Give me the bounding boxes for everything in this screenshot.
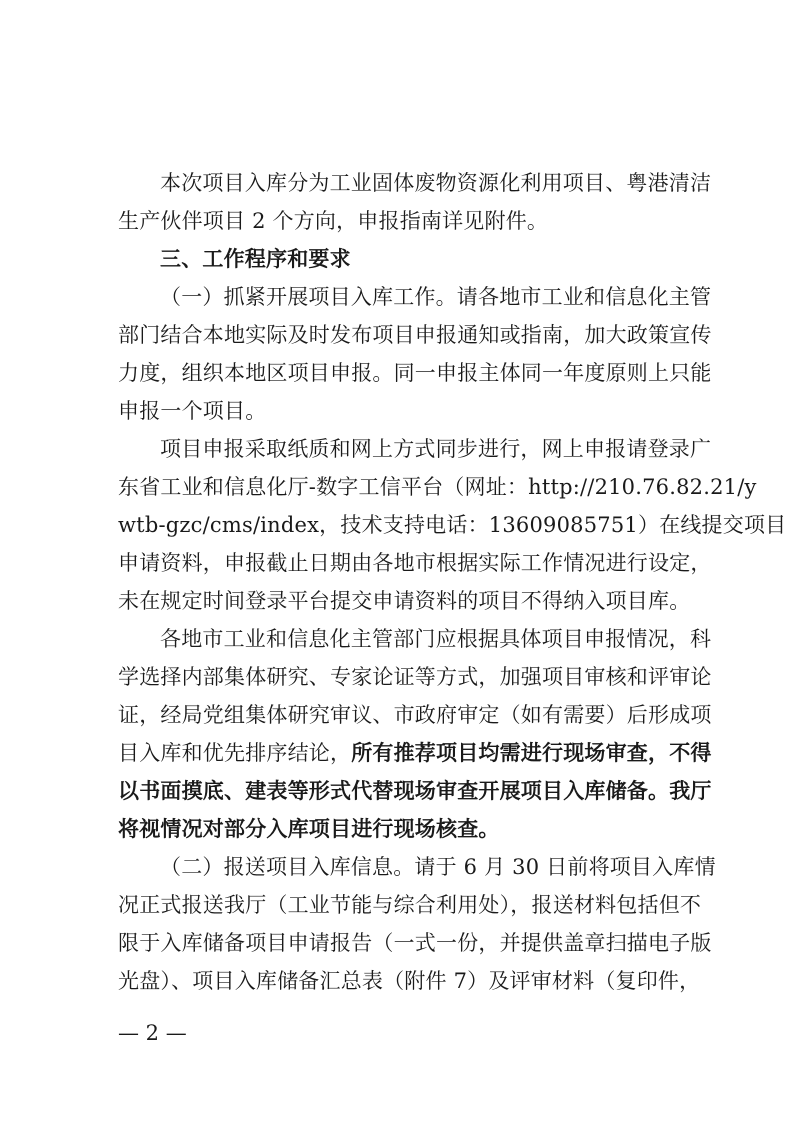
paragraph-4-line-5: 以书面摸底、建表等形式代替现场审查开展项目入库储备。我厅 [118, 779, 712, 803]
paragraph-3-line-3: wtb-gzc/cms/index，技术支持电话：13609085751）在线提交项目 [118, 513, 787, 537]
paragraph-5-line-2: 况正式报送我厅（工业节能与综合利用处），报送材料包括但不 [118, 893, 702, 917]
paragraph-5-line-3: 限于入库储备项目申请报告（一式一份，并提供盖章扫描电子版 [118, 931, 712, 955]
paragraph-4-line-6: 将视情况对部分入库项目进行现场核查。 [118, 817, 500, 841]
paragraph-2-line-2: 部门结合本地实际及时发布项目申报通知或指南，加大政策宣传 [118, 323, 712, 347]
paragraph-4-line-1: 各地市工业和信息化主管部门应根据具体项目申报情况，科 [160, 627, 712, 651]
paragraph-4-line-2: 学选择内部集体研究、专家论证等方式，加强项目审核和评审论 [118, 665, 712, 689]
page-number: — 2 — [118, 1021, 187, 1045]
paragraph-1-line-2: 生产伙伴项目 2 个方向，申报指南详见附件。 [118, 209, 549, 233]
paragraph-4-line-3: 证，经局党组集体研究审议、市政府审定（如有需要）后形成项 [118, 703, 712, 727]
paragraph-2-line-4: 申报一个项目。 [118, 399, 267, 423]
paragraph-3-line-1: 项目申报采取纸质和网上方式同步进行，网上申报请登录广 [160, 437, 712, 461]
paragraph-4-line-4 [118, 738, 712, 768]
paragraph-3-line-5: 未在规定时间登录平台提交申请资料的项目不得纳入项目库。 [118, 589, 691, 613]
paragraph-2-line-1: （一）抓紧开展项目入库工作。请各地市工业和信息化主管 [160, 285, 712, 309]
paragraph-2-line-3: 力度，组织本地区项目申报。同一申报主体同一年度原则上只能 [118, 361, 712, 385]
paragraph-5-line-4: 光盘）、项目入库储备汇总表（附件 7）及评审材料（复印件， [118, 969, 701, 993]
paragraph-3-line-2: 东省工业和信息化厅-数字工信平台（网址：http://210.76.82.21/y [118, 475, 757, 499]
section-heading: 三、工作程序和要求 [160, 247, 351, 271]
paragraph-1-line-1: 本次项目入库分为工业固体废物资源化利用项目、粤港清洁 [160, 171, 712, 195]
paragraph-3-line-4: 申请资料，申报截止日期由各地市根据实际工作情况进行设定， [118, 551, 712, 575]
paragraph-4-line-4-normal: 目入库和优先排序结论， [118, 741, 352, 765]
paragraph-4-line-4-bold: 所有推荐项目均需进行现场审查，不得 [351, 741, 712, 765]
paragraph-5-line-1: （二）报送项目入库信息。请于 6 月 30 日前将项目入库情 [160, 855, 716, 879]
